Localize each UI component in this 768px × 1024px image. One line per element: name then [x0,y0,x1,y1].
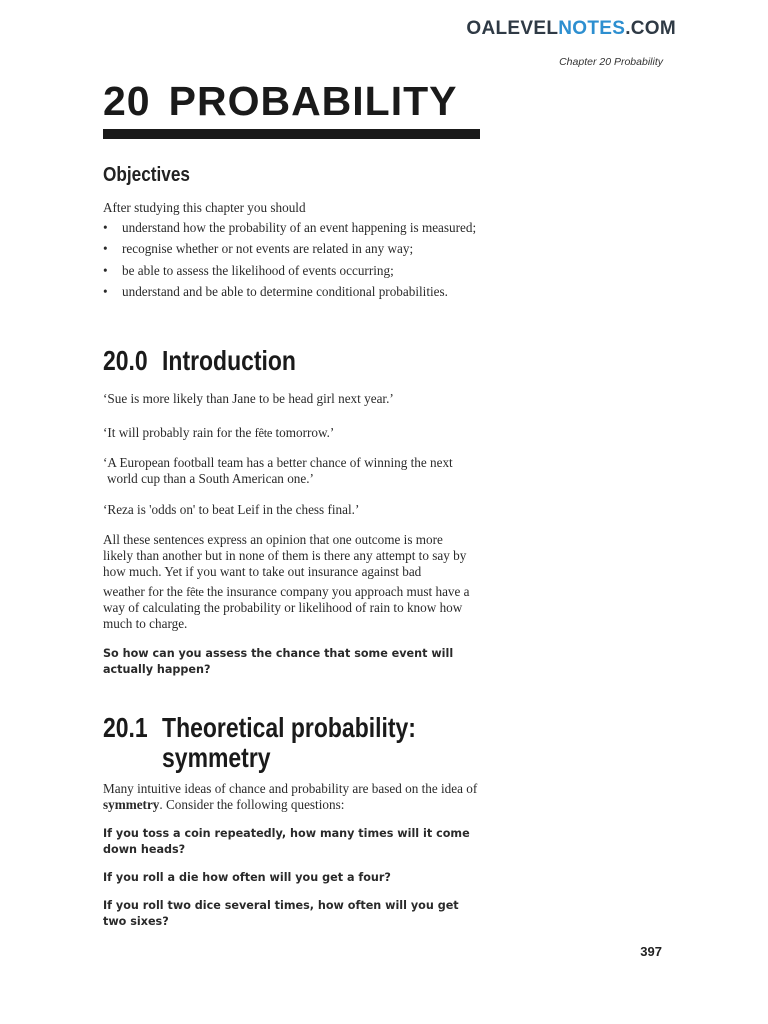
question-coin: If you toss a coin repeatedly, how many times will it come down heads? [103,827,470,856]
quote-reza: ‘Reza is 'odds on' to beat Leif in the chess final.’ [103,502,360,517]
objective-item: • be able to assess the likelihood of events occurring; [103,262,394,278]
theoretical-heading [103,713,416,773]
chapter-title [103,78,458,125]
fete-word: fête [186,584,204,599]
objectives-heading: Objectives [103,164,191,186]
bullet: • [103,283,108,299]
symmetry-term: symmetry [103,797,160,813]
objective-item: • understand and be able to determine conditional probabilities. [103,283,448,299]
fete-word: fête [254,426,273,440]
section-number: 20.1 [103,712,148,743]
objectives-intro: After studying this chapter you should [103,200,306,215]
intro-question: So how can you assess the chance that some event will actually happen? [103,647,454,676]
section-title-line1: Theoretical probability: [162,712,416,743]
symmetry-paragraph: Many intuitive ideas of chance and probability are based on the idea of symmetry. Consider the following questions: [103,781,478,813]
brand-suffix: .COM [625,18,676,39]
brand-prefix: OALEVEL [466,18,559,39]
objectives-section [103,200,480,305]
question-two-dice: If you roll two dice several times, how often will you get two sixes? [103,899,459,928]
chapter-number: 20 [103,78,151,124]
brand-highlight: NOTES [558,18,626,39]
quote-football: ‘A European football team has a better chance of winning the next world cup than a South American one.’ [103,455,453,487]
page-number: 397 [640,944,662,959]
bullet: • [103,220,108,236]
bullet: • [103,241,108,257]
objectives-list [103,220,480,300]
objective-item: • understand how the probability of an event happening is measured; [103,220,477,236]
introduction-heading [103,346,296,376]
chapter-title-text: PROBABILITY [168,78,458,124]
quote-sue: ‘Sue is more likely than Jane to be head girl next year.’ [103,391,394,406]
site-brand-logo [466,18,676,40]
section-number: 20.0 [103,345,148,376]
title-rule [103,129,480,139]
bullet: • [103,262,108,278]
intro-paragraph: All these sentences express an opinion that one outcome is more likely than another but in none of them is there any attempt to say by how much. Yet if you want to take out insurance against bad weather for the fête the insurance company you approach must have a way of calculating the probability or likelihood of rain to know how much to charge. [103,532,470,632]
question-die: If you roll a die how often will you get a four? [103,871,391,884]
section-title-line2: symmetry [162,742,271,773]
quote-rain: ‘It will probably rain for the fête tomorrow.’ [103,425,335,440]
section-title: Introduction [162,345,296,376]
objective-item: • recognise whether or not events are related in any way; [103,241,414,257]
running-head: Chapter 20 Probability [559,56,663,68]
